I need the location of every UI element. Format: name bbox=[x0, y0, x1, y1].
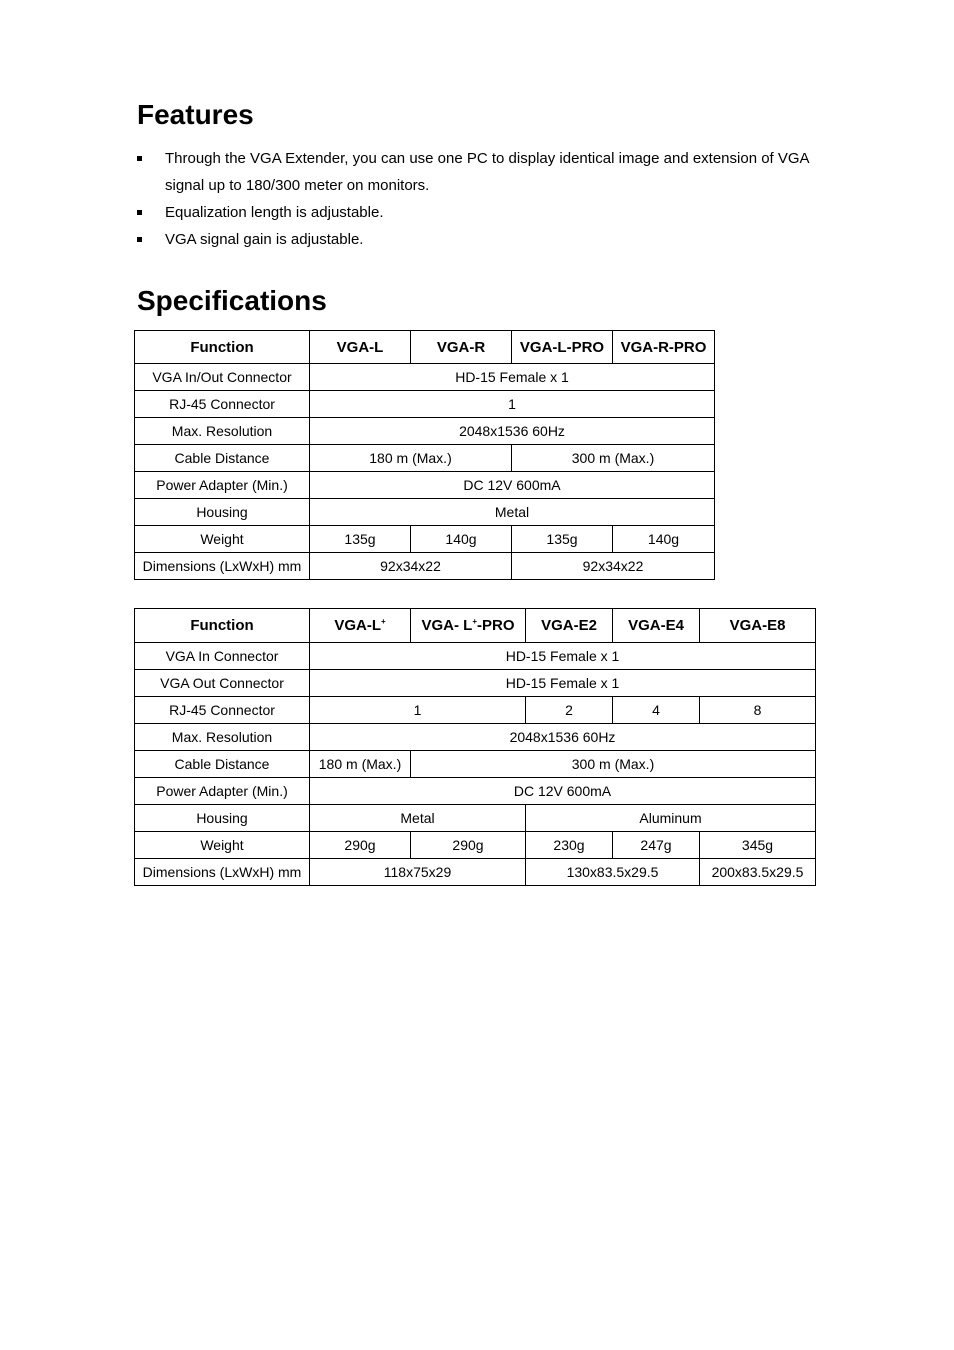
table-cell: HD-15 Female x 1 bbox=[310, 643, 816, 670]
header-cell: VGA-E2 bbox=[526, 609, 613, 643]
table-cell: 4 bbox=[613, 697, 700, 724]
row-label: Housing bbox=[135, 805, 310, 832]
row-label: VGA In Connector bbox=[135, 643, 310, 670]
table-cell: 345g bbox=[700, 832, 816, 859]
table-cell: 1 bbox=[310, 391, 715, 418]
table-cell: 92x34x22 bbox=[310, 553, 512, 580]
row-label: Housing bbox=[135, 499, 310, 526]
table-cell: 230g bbox=[526, 832, 613, 859]
table-cell: 300 m (Max.) bbox=[512, 445, 715, 472]
table-cell: 180 m (Max.) bbox=[310, 445, 512, 472]
header-cell: VGA-L+ bbox=[310, 609, 411, 643]
specifications-heading: Specifications bbox=[137, 285, 327, 316]
table-cell: 140g bbox=[613, 526, 715, 553]
table-cell: Metal bbox=[310, 805, 526, 832]
table-cell: 2048x1536 60Hz bbox=[310, 418, 715, 445]
table-row bbox=[135, 778, 816, 805]
table-cell: HD-15 Female x 1 bbox=[310, 364, 715, 391]
row-label: Weight bbox=[135, 832, 310, 859]
table-row bbox=[135, 724, 816, 751]
table-cell: 135g bbox=[512, 526, 613, 553]
table-row bbox=[135, 832, 816, 859]
table-cell: 247g bbox=[613, 832, 700, 859]
header-cell: VGA-R bbox=[411, 331, 512, 364]
feature-item: Through the VGA Extender, you can use one PC to display identical image and extension of VGA signal up to 180/300 meter on monitors. bbox=[137, 145, 827, 199]
table-row bbox=[135, 859, 816, 886]
row-label: Weight bbox=[135, 526, 310, 553]
table-header-row bbox=[135, 331, 715, 364]
table-cell: 92x34x22 bbox=[512, 553, 715, 580]
table-cell: 300 m (Max.) bbox=[411, 751, 816, 778]
feature-item: VGA signal gain is adjustable. bbox=[137, 226, 827, 253]
header-cell: Function bbox=[135, 609, 310, 643]
table-cell: DC 12V 600mA bbox=[310, 472, 715, 499]
table-cell: 2 bbox=[526, 697, 613, 724]
row-label: Max. Resolution bbox=[135, 724, 310, 751]
header-cell: VGA-E4 bbox=[613, 609, 700, 643]
table-cell: Aluminum bbox=[526, 805, 816, 832]
table-row bbox=[135, 472, 715, 499]
header-cell: VGA-L bbox=[310, 331, 411, 364]
table-cell: 290g bbox=[310, 832, 411, 859]
row-label: Power Adapter (Min.) bbox=[135, 778, 310, 805]
bullet-icon bbox=[137, 237, 142, 242]
header-cell: VGA-L-PRO bbox=[512, 331, 613, 364]
table-row bbox=[135, 526, 715, 553]
spec-table-2 bbox=[134, 608, 816, 886]
row-label: Dimensions (LxWxH) mm bbox=[135, 553, 310, 580]
table-header-row bbox=[135, 609, 816, 643]
row-label: RJ-45 Connector bbox=[135, 391, 310, 418]
row-label: VGA Out Connector bbox=[135, 670, 310, 697]
table-row bbox=[135, 751, 816, 778]
table-cell: 140g bbox=[411, 526, 512, 553]
table-row bbox=[135, 643, 816, 670]
row-label: Cable Distance bbox=[135, 445, 310, 472]
row-label: Dimensions (LxWxH) mm bbox=[135, 859, 310, 886]
row-label: VGA In/Out Connector bbox=[135, 364, 310, 391]
header-cell: VGA-R-PRO bbox=[613, 331, 715, 364]
table-cell: 200x83.5x29.5 bbox=[700, 859, 816, 886]
row-label: Max. Resolution bbox=[135, 418, 310, 445]
table-row bbox=[135, 391, 715, 418]
row-label: RJ-45 Connector bbox=[135, 697, 310, 724]
header-cell: VGA- L+-PRO bbox=[411, 609, 526, 643]
table-cell: 1 bbox=[310, 697, 526, 724]
table-cell: 135g bbox=[310, 526, 411, 553]
table-row bbox=[135, 805, 816, 832]
features-list bbox=[137, 145, 827, 253]
bullet-icon bbox=[137, 210, 142, 215]
table-cell: DC 12V 600mA bbox=[310, 778, 816, 805]
table-row bbox=[135, 445, 715, 472]
row-label: Power Adapter (Min.) bbox=[135, 472, 310, 499]
table-cell: 130x83.5x29.5 bbox=[526, 859, 700, 886]
bullet-icon bbox=[137, 156, 142, 161]
features-heading: Features bbox=[137, 99, 254, 130]
feature-item: Equalization length is adjustable. bbox=[137, 199, 827, 226]
table-cell: 2048x1536 60Hz bbox=[310, 724, 816, 751]
table-cell: Metal bbox=[310, 499, 715, 526]
header-cell: Function bbox=[135, 331, 310, 364]
table-row bbox=[135, 418, 715, 445]
table-row bbox=[135, 697, 816, 724]
row-label: Cable Distance bbox=[135, 751, 310, 778]
table-cell: HD-15 Female x 1 bbox=[310, 670, 816, 697]
table-row bbox=[135, 364, 715, 391]
table-cell: 290g bbox=[411, 832, 526, 859]
header-cell: VGA-E8 bbox=[700, 609, 816, 643]
table-cell: 180 m (Max.) bbox=[310, 751, 411, 778]
table-cell: 8 bbox=[700, 697, 816, 724]
table-row bbox=[135, 499, 715, 526]
spec-table-1 bbox=[134, 330, 715, 580]
table-row bbox=[135, 553, 715, 580]
table-cell: 118x75x29 bbox=[310, 859, 526, 886]
table-row bbox=[135, 670, 816, 697]
